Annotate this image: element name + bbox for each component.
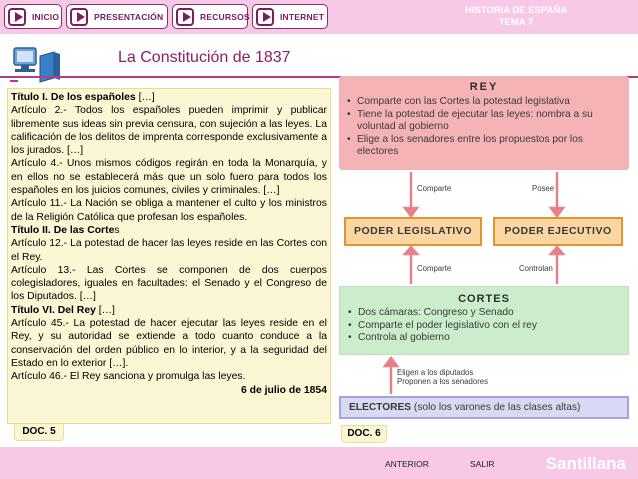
list-item: • Controla al gobierno xyxy=(348,332,624,345)
article-paragraph: Artículo 46.- El Rey sanciona y promulga las leyes. xyxy=(11,371,246,383)
arrow-label-controlan: Controlan xyxy=(519,264,553,273)
cortes-list xyxy=(340,307,628,345)
arrow-label-comparte: Comparte xyxy=(417,264,452,273)
section-heading xyxy=(11,224,327,237)
document-date: 6 de julio de 1854 xyxy=(240,384,327,396)
arrow-head xyxy=(405,208,417,216)
arrow-label-posee: Posee xyxy=(532,184,555,193)
nav-button-label: RECURSOS xyxy=(200,11,250,22)
heading-title: Título II. De las Corte xyxy=(11,224,115,236)
list-item: • Elige a los senadores entre los propuestos por los electores xyxy=(347,134,625,159)
article-paragraph: Artículo 11.- La Nación se obliga a mantener el culto y los ministros de la Religión Católica que profesan los españoles. xyxy=(11,198,327,223)
electores-description: (solo los varones de las clases altas) xyxy=(411,402,581,413)
heading-title: Título VI. Del Rey xyxy=(11,304,96,316)
heading-suffix: […] xyxy=(95,304,115,316)
unit-name: TEMA 7 xyxy=(498,17,534,28)
electores-box xyxy=(339,396,629,419)
subject-name: HISTORIA DE ESPAÑA xyxy=(464,5,568,16)
page-title: La Constitución de 1837 xyxy=(118,49,291,66)
nav-button-label: INTERNET xyxy=(280,11,325,22)
cortes-box xyxy=(339,286,629,355)
section-heading xyxy=(11,91,327,104)
anterior-button[interactable]: ANTERIOR xyxy=(385,459,429,469)
section-heading xyxy=(11,304,327,317)
constitution-text-panel xyxy=(7,88,331,424)
powers-diagram xyxy=(335,74,635,426)
arrow-head xyxy=(551,208,563,216)
article-paragraph: Artículo 45.- La potestad de hacer ejecutar las leyes reside en el Rey, y su autoridad se extiende a todo cuanto conduce a la conservación del orden público en lo interior, y a la seguridad del Estado en lo exterior […]. xyxy=(11,318,327,369)
nav-button-presentacion[interactable] xyxy=(66,4,168,29)
computer-books-icon xyxy=(10,44,68,84)
article-paragraph: Artículo 2.- Todos los españoles pueden imprimir y publicar libremente sus ideas sin previa censura, con sujeción a las leyes. La calificación de los delitos de imprenta corresponde exclusivamente a los jurados. […] xyxy=(11,105,327,157)
article-paragraph: Artículo 12.- La potestad de hacer las leyes reside en las Cortes con el Rey. xyxy=(11,238,327,263)
arrow-head xyxy=(385,358,397,366)
arrow-head xyxy=(405,247,417,254)
nav-button-inicio[interactable] xyxy=(4,4,62,29)
brand-logo: Santillana xyxy=(545,454,626,473)
electores-title: ELECTORES xyxy=(349,402,412,413)
rey-box xyxy=(339,76,629,170)
play-icon xyxy=(256,8,274,26)
poder-ejecutivo-box xyxy=(493,217,623,246)
list-item: • Comparte el poder legislativo con el rey xyxy=(348,320,624,333)
top-navigation-bar xyxy=(0,0,638,34)
poder-legislativo-box xyxy=(344,217,482,246)
salir-button[interactable]: SALIR xyxy=(470,459,495,469)
arrow-label-eligen: Eligen a los diputados xyxy=(397,368,474,377)
arrow-label-comparte: Comparte xyxy=(417,184,452,193)
bottom-bar xyxy=(0,447,638,479)
heading-suffix: s xyxy=(114,224,120,236)
play-icon xyxy=(176,8,194,26)
list-item: • Dos cámaras: Congreso y Senado xyxy=(348,307,624,320)
poder-legislativo-label: PODER LEGISLATIVO xyxy=(354,225,472,237)
play-icon xyxy=(70,8,88,26)
nav-button-label: INICIO xyxy=(32,11,60,22)
doc5-tab: DOC. 5 xyxy=(14,423,64,441)
nav-button-label: PRESENTACIÓN xyxy=(94,11,164,22)
nav-button-internet[interactable] xyxy=(252,4,328,29)
list-item: • Comparte con las Cortes la potestad legislativa xyxy=(347,96,625,109)
subject-heading xyxy=(446,5,586,29)
heading-title: Título I. De los españoles xyxy=(11,92,136,103)
play-icon xyxy=(8,8,26,26)
rey-list xyxy=(339,96,629,159)
article-paragraph: Artículo 13.- Las Cortes se componen de dos cuerpos colegisladores, iguales en facultades: el Senado y el Congreso de los Diputados. […] xyxy=(11,264,327,303)
arrow-head xyxy=(551,247,563,254)
rey-title: REY xyxy=(469,81,499,93)
cortes-title: CORTES xyxy=(458,293,510,305)
arrow-label-proponen: Proponen a los senadores xyxy=(397,377,489,386)
poder-ejecutivo-label: PODER EJECUTIVO xyxy=(504,225,612,237)
doc6-tab: DOC. 6 xyxy=(341,425,387,443)
article-paragraph: Artículo 4.- Unos mismos códigos regirán en toda la Monarquía, y en ellos no se establecerá más que un solo fuero para todos los españoles en los juicios comunes, civiles y criminales. […] xyxy=(11,158,327,197)
heading-suffix: […] xyxy=(135,92,155,103)
list-item: • Tiene la potestad de ejecutar las leyes: nombra a su voluntad al gobierno xyxy=(347,109,625,134)
nav-button-recursos[interactable] xyxy=(172,4,248,29)
